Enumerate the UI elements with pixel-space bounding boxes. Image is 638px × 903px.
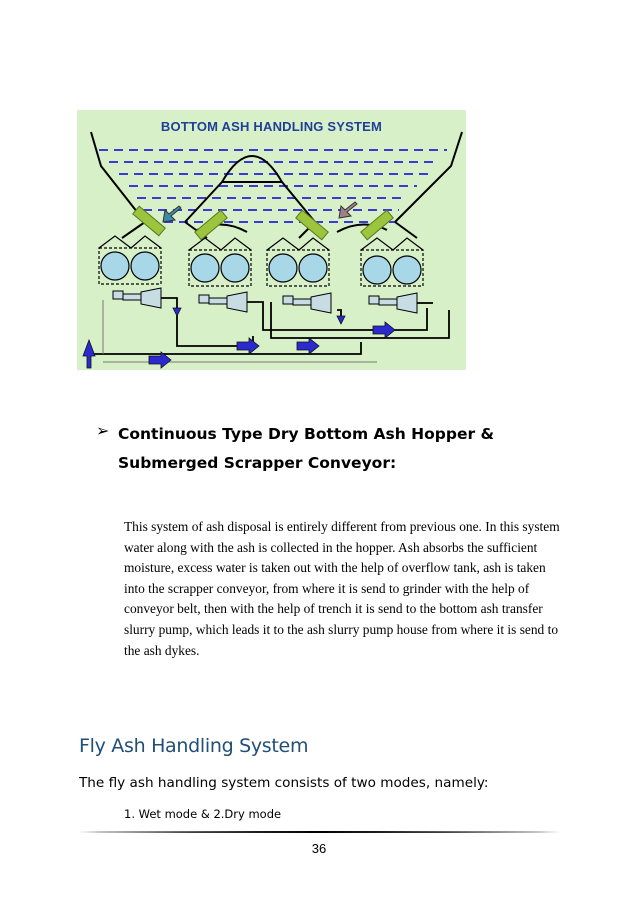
fly-ash-modes: 1. Wet mode & 2.Dry mode xyxy=(124,807,282,821)
page-number: 36 xyxy=(311,841,327,856)
section-heading: Continuous Type Dry Bottom Ash Hopper & Submerged Scrapper Conveyor: xyxy=(118,425,495,472)
bottom-ash-diagram xyxy=(77,110,466,370)
fly-ash-intro: The fly ash handling system consists of two modes, namely: xyxy=(79,775,489,791)
footer-rule xyxy=(78,828,561,836)
bullet-arrow-icon: ➢ xyxy=(96,421,110,440)
diagram-title: BOTTOM ASH HANDLING SYSTEM xyxy=(160,119,383,134)
fly-ash-heading: Fly Ash Handling System xyxy=(79,735,309,757)
body-paragraph: This system of ash disposal is entirely different from previous one. In this system water along with the ash is collected in the hopper. Ash absorbs the sufficient moisture, excess water is taken out with the help of overflow tank, ash is taken into the scrapper conveyor, from where it is send to grinder with the help of conveyor belt, then with the help of trench it is send to the bottom ash transfer slurry pump, which leads it to the ash slurry pump house from where it is send to the ash dykes. xyxy=(124,519,560,658)
